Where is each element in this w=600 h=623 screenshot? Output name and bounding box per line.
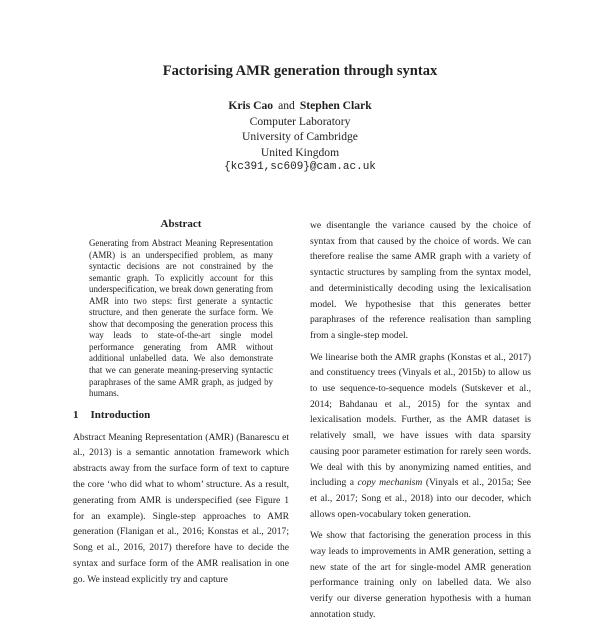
author-1: Kris Cao (228, 99, 274, 112)
author-2: Stephen Clark (299, 99, 372, 112)
affiliation-line-2: University of Cambridge (242, 130, 358, 144)
left-column (73, 218, 289, 588)
author-conjunction: and (278, 99, 295, 112)
section-heading-introduction (73, 409, 289, 422)
author-block (0, 98, 600, 176)
paragraph-2-text-b: (Vinyals et al., 2015a; See et al., 2017; Song et al., 2018) into our decoder, which allows open-vocabulary token generation. (310, 477, 532, 520)
abstract-text: Generating from Abstract Meaning Representation (AMR) is an underspecified problem, as many syntactic decisions are not constrained by the semantic graph. To explicitly account for this underspecification, we break down generating from AMR into two steps: first generate a syntactic structure, and then generate the surface form. We show that decomposing the generation process this way leads to state-of-the-art single model performance generating from AMR without additional unlabelled data. We also demonstrate that we can generate meaning-preserving syntactic paraphrases of the same AMR graph, as judged by humans. (89, 238, 273, 399)
author-names (0, 98, 600, 114)
right-column (310, 218, 531, 623)
author-email: {kc391,sc609}@cam.ac.uk (224, 161, 376, 174)
affiliation-line-1: Computer Laboratory (249, 114, 351, 128)
intro-paragraph-1: Abstract Meaning Representation (AMR) (Banarescu et al., 2013) is a semantic annotation framework which abstracts away from the surface form of text to capture the core ‘who did what to whom’ structure. As a result, generating from AMR is underspecified (see Figure 1 for an example). Single-step approaches to AMR generation (Flanigan et al., 2016; Konstas et al., 2017; Song et al., 2016, 2017) therefore have to decide the syntax and surface form of the AMR realisation in one go. We instead explicitly try and capture (73, 431, 289, 585)
section-title: Introduction (90, 408, 151, 421)
paper-title: Factorising AMR generation through syntax (162, 63, 438, 79)
section-number: 1 (73, 408, 79, 421)
paragraph-2-text-a: We linearise both the AMR graphs (Konstas et al., 2017) and constituency trees (Vinyals et al., 2015b) to allow us to use sequence-to-sequence models (Sutskever et al., 2014; Bahdanau et al., 2015) for the syntax and lexicalisation models. Further, as the AMR dataset is relatively small, we have issues with data sparsity causing poor parameter estimation for rarely seen words. We deal with this by anonymizing named entities, and including a (310, 351, 531, 489)
body-paragraph-1: we disentangle the variance caused by the choice of syntax from that caused by the choice of words. We can therefore realise the same AMR graph with a variety of syntactic structures by sampling from the syntax model, and deterministically decoding using the lexicalisation model. We hypothesise that this generates better paraphrases of the reference realisation than sampling from a single-step model. (310, 220, 531, 341)
abstract-heading: Abstract (160, 218, 202, 230)
copy-mechanism-term: copy mechanism (357, 477, 423, 489)
body-paragraph-3: We show that factorising the generation process in this way leads to improvements in AMR generation, setting a new state of the art for single-model AMR generation performance training only on labelled data. We also verify our diverse generation hypothesis with a human annotation study. (310, 530, 531, 620)
body-paragraph-2 (310, 350, 531, 523)
affiliation-line-3: United Kingdom (260, 145, 340, 159)
